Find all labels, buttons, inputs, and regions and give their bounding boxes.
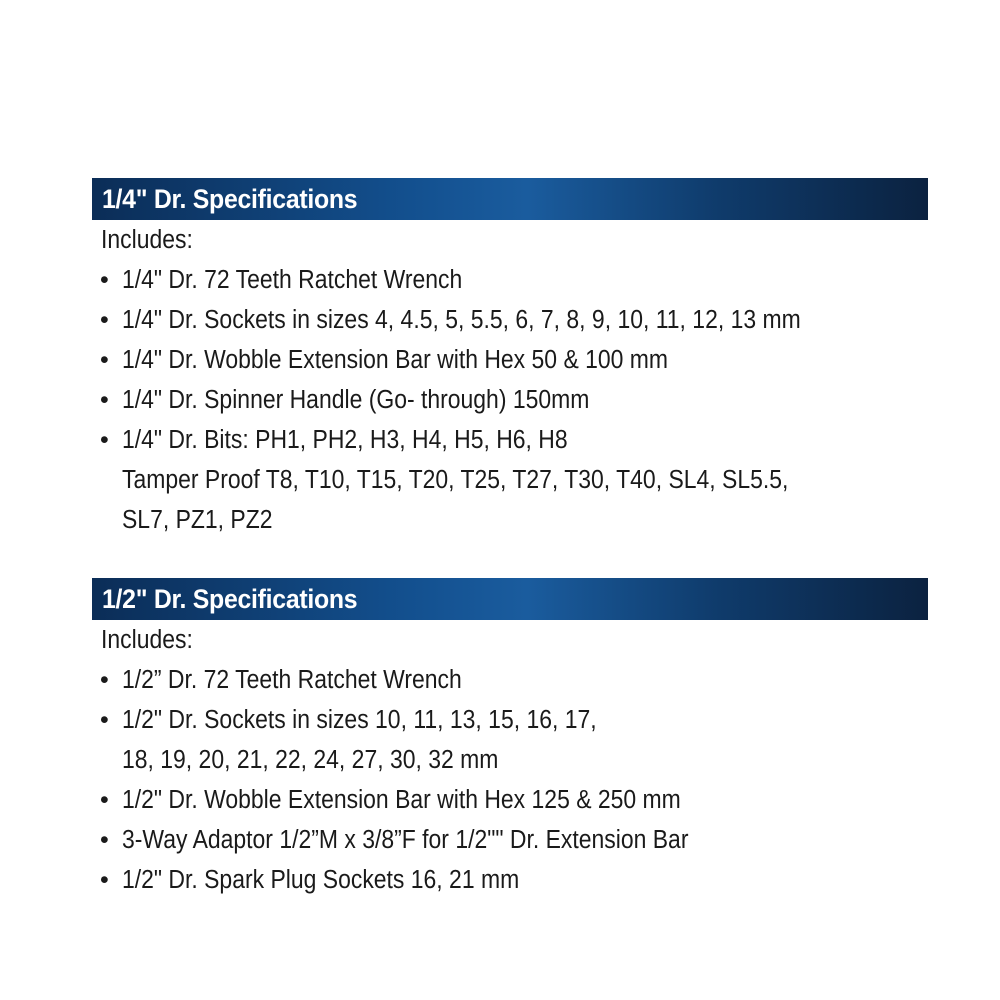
- list-item-text: 1/4" Dr. Sockets in sizes 4, 4.5, 5, 5.5, 6, 7, 8, 9, 10, 11, 12, 13 mm: [122, 306, 801, 334]
- section-title: 1/4" Dr. Specifications: [102, 183, 358, 214]
- list-item-text: 1/4" Dr. Wobble Extension Bar with Hex 50 & 100 mm: [122, 346, 669, 374]
- section-header-bar: [92, 178, 928, 220]
- list-item-text: 1/4" Dr. Bits: PH1, PH2, H3, H4, H5, H6, H8: [122, 426, 568, 454]
- list-item: [92, 380, 928, 420]
- list-item-text-continued: SL7, PZ1, PZ2: [122, 506, 273, 534]
- list-item: [92, 780, 928, 820]
- bullet-icon: •: [100, 666, 109, 694]
- includes-label: Includes:: [101, 626, 193, 654]
- list-item: [92, 340, 928, 380]
- list-item-text: 3-Way Adaptor 1/2”M x 3/8”F for 1/2"" Dr. Extension Bar: [122, 826, 689, 854]
- bullet-icon: •: [100, 426, 109, 454]
- bullet-icon: •: [100, 826, 109, 854]
- bullet-icon: •: [100, 346, 109, 374]
- list-item-text: 1/2" Dr. Spark Plug Sockets 16, 21 mm: [122, 866, 520, 894]
- list-item-text: 1/4" Dr. 72 Teeth Ratchet Wrench: [122, 266, 463, 294]
- list-item: [92, 420, 928, 540]
- list-item-text: 1/2" Dr. Wobble Extension Bar with Hex 125 & 250 mm: [122, 786, 681, 814]
- bullet-icon: •: [100, 306, 109, 334]
- bullet-icon: •: [100, 266, 109, 294]
- section-title: 1/2" Dr. Specifications: [102, 583, 358, 614]
- list-item: [92, 700, 928, 780]
- list-item-text: 1/2” Dr. 72 Teeth Ratchet Wrench: [122, 666, 462, 694]
- list-item: [92, 860, 928, 900]
- includes-label: Includes:: [101, 226, 193, 254]
- spec-section-quarter-inch: [92, 178, 928, 540]
- list-item: [92, 820, 928, 860]
- list-item: [92, 260, 928, 300]
- spec-list: [92, 260, 928, 540]
- bullet-icon: •: [100, 386, 109, 414]
- list-item-text: 1/4" Dr. Spinner Handle (Go- through) 150mm: [122, 386, 590, 414]
- bullet-icon: •: [100, 866, 109, 894]
- section-header-bar: [92, 578, 928, 620]
- bullet-icon: •: [100, 706, 109, 734]
- list-item: [92, 300, 928, 340]
- list-item-text-continued: Tamper Proof T8, T10, T15, T20, T25, T27, T30, T40, SL4, SL5.5,: [122, 466, 789, 494]
- list-item-text-continued: 18, 19, 20, 21, 22, 24, 27, 30, 32 mm: [122, 746, 499, 774]
- spec-list: [92, 660, 928, 900]
- spec-section-half-inch: [92, 578, 928, 900]
- list-item: [92, 660, 928, 700]
- bullet-icon: •: [100, 786, 109, 814]
- list-item-text: 1/2" Dr. Sockets in sizes 10, 11, 13, 15, 16, 17,: [122, 706, 597, 734]
